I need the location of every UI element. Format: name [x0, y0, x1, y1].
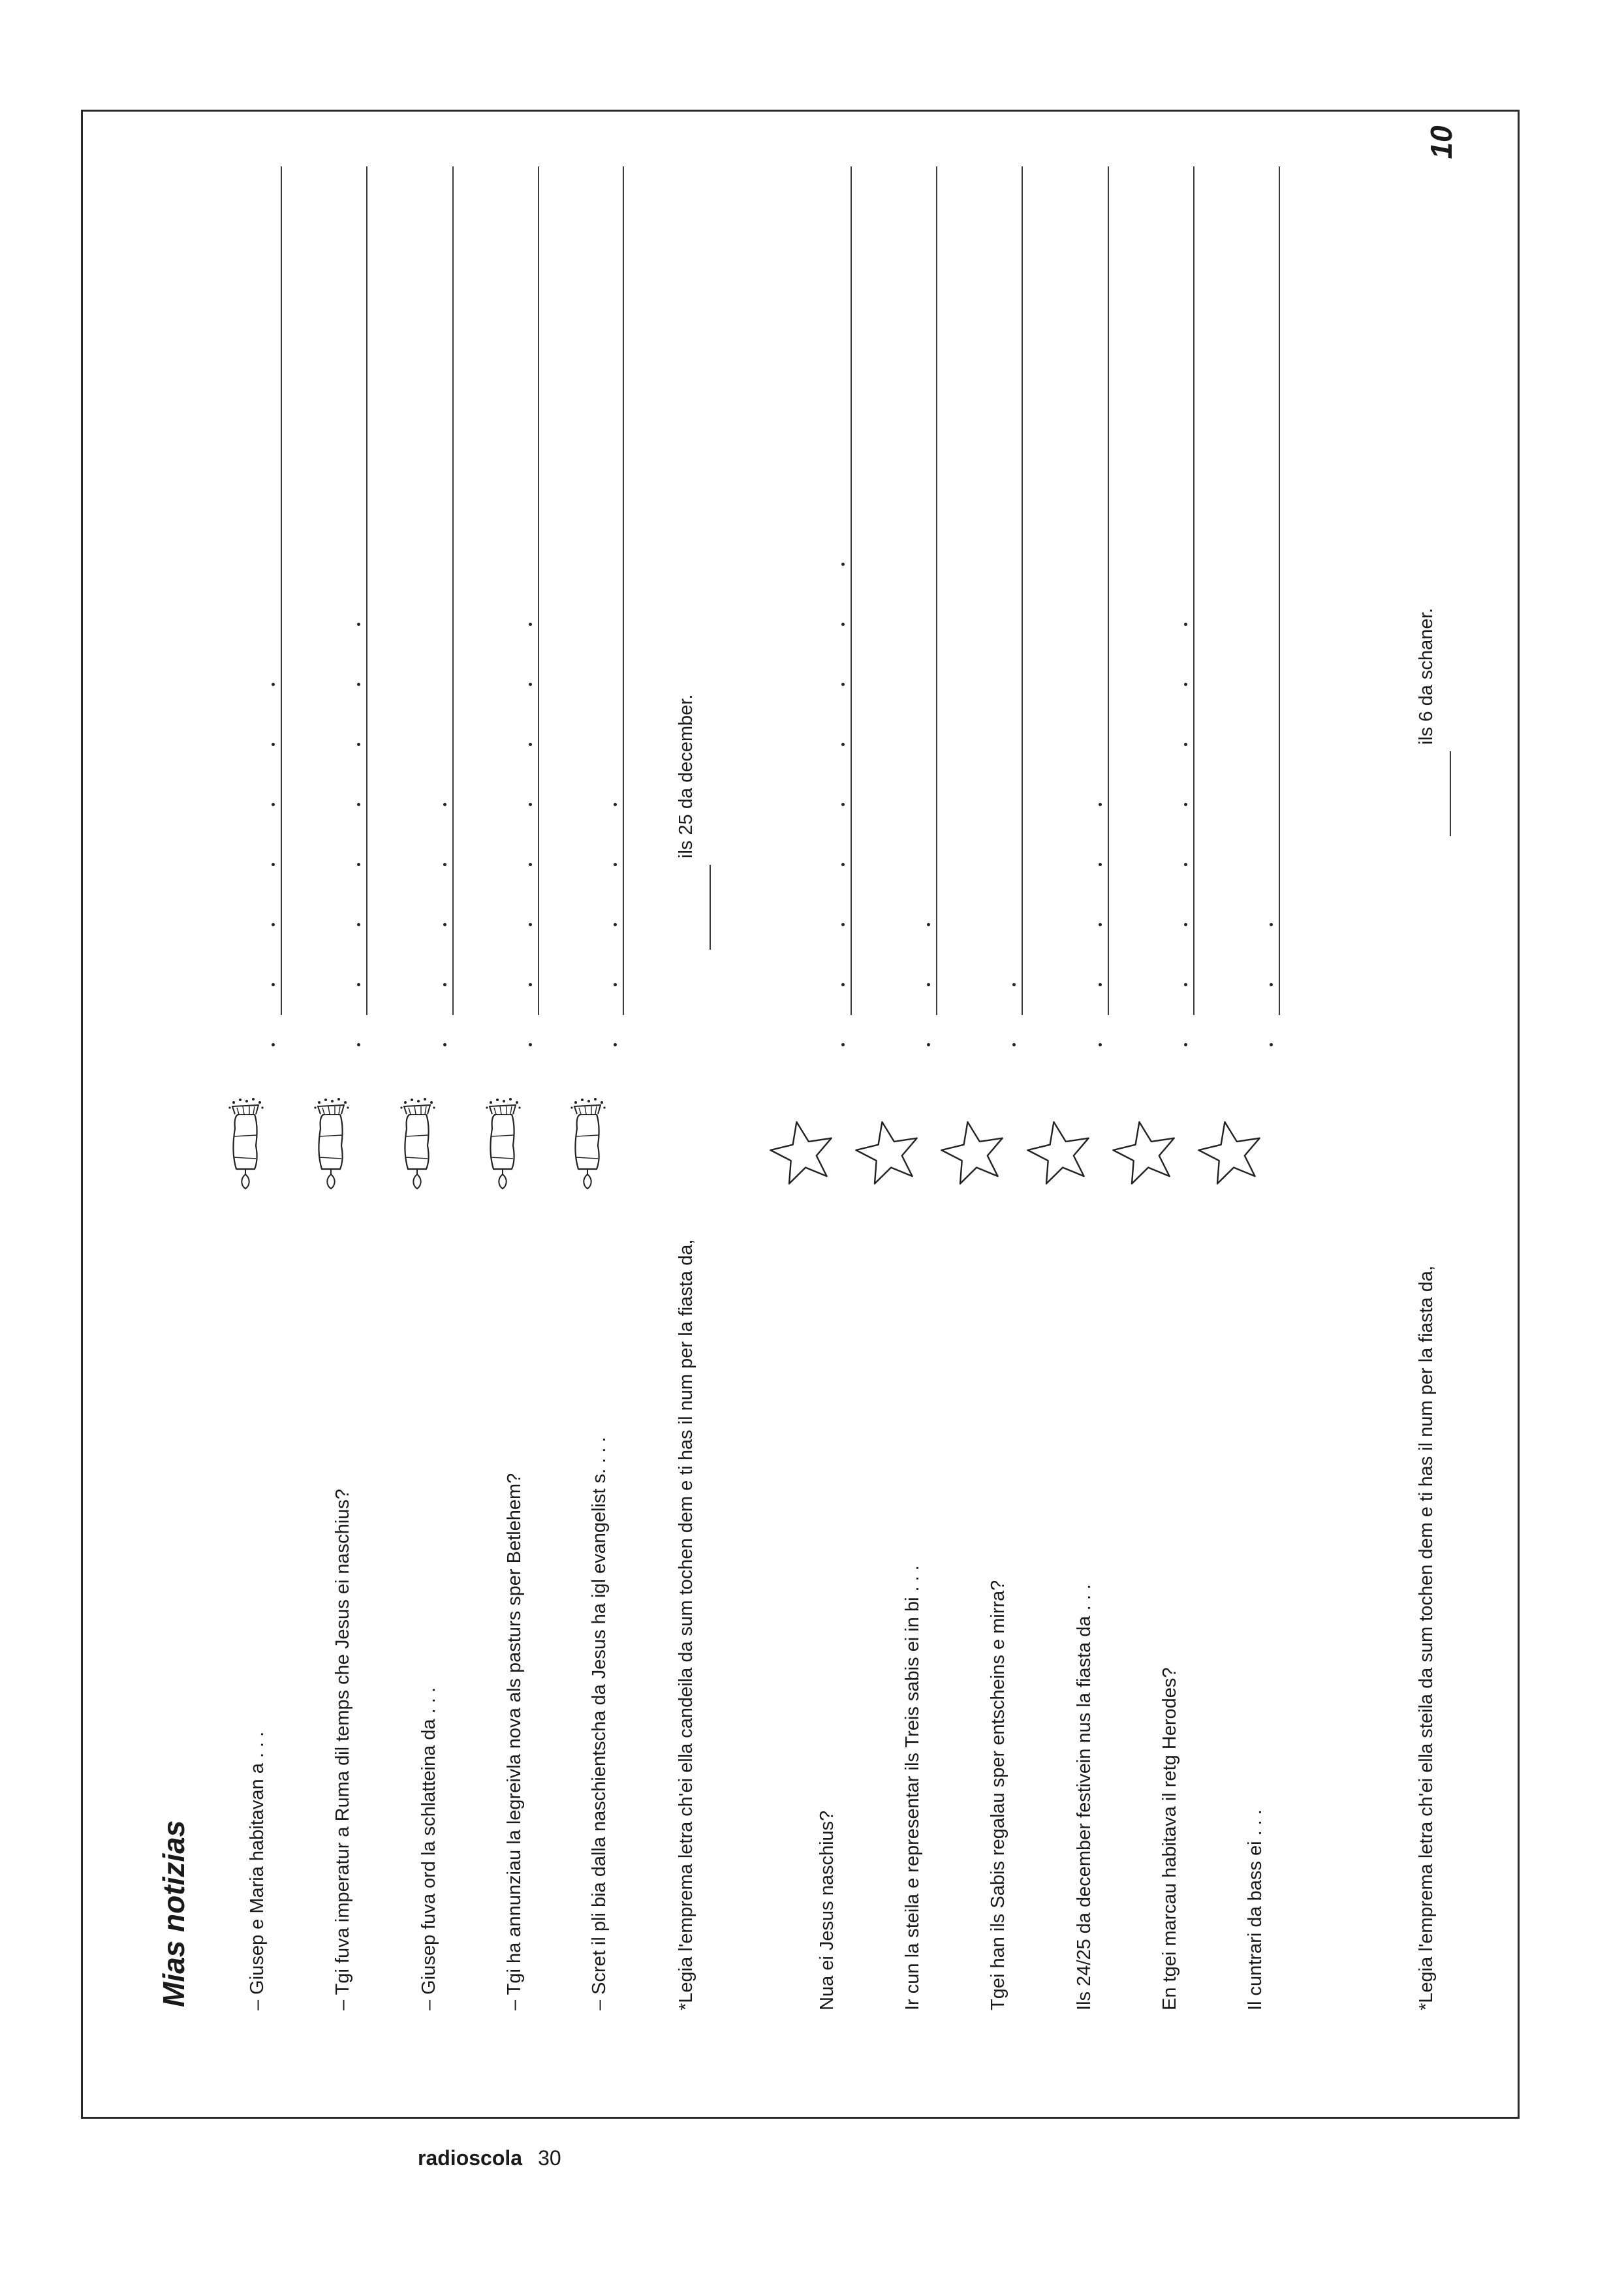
letter-dot [443, 863, 446, 866]
letter-dot [529, 923, 532, 926]
page-number: 10 [1424, 125, 1458, 159]
letter-dot [614, 923, 617, 926]
question-text: Nua ei Jesus naschius? [817, 1810, 837, 2010]
letter-dot [272, 863, 275, 866]
letter-dot [1099, 1043, 1102, 1046]
letter-dot [614, 983, 617, 986]
letter-dot [841, 1043, 845, 1046]
feast-name-line[interactable] [1450, 751, 1451, 836]
letter-dot [443, 923, 446, 926]
worksheet-title: Mias notizias [157, 1820, 191, 2007]
letter-dot [443, 983, 446, 986]
feast-name-line[interactable] [710, 865, 711, 950]
star-icon [1024, 1118, 1099, 1190]
letter-dot [1184, 803, 1187, 806]
letter-dot [1270, 1043, 1273, 1046]
letter-dot [841, 623, 845, 626]
letter-dot [272, 1043, 275, 1046]
answer-line[interactable] [1022, 166, 1023, 1015]
letter-dot [1184, 863, 1187, 866]
candle-icon [398, 1093, 440, 1191]
letter-dot [841, 563, 845, 566]
letter-dot [1184, 923, 1187, 926]
letter-dot [357, 623, 360, 626]
candle-icon [483, 1093, 525, 1191]
answer-line[interactable] [851, 166, 852, 1015]
letter-dot [529, 743, 532, 746]
letter-dot [272, 983, 275, 986]
answer-line[interactable] [538, 166, 539, 1015]
letter-dot [614, 803, 617, 806]
letter-slot-dots [927, 459, 933, 1046]
letter-dot [1012, 983, 1016, 986]
letter-slot-dots [614, 459, 620, 1046]
letter-dot [272, 803, 275, 806]
letter-slot-dots [272, 459, 278, 1046]
worksheet-content [83, 108, 1522, 2117]
letter-slot-dots [1012, 459, 1019, 1046]
letter-dot [357, 923, 360, 926]
question-text: En tgei marcau habitava il retg Herodes? [1159, 1667, 1180, 2010]
answer-line[interactable] [936, 166, 937, 1015]
letter-dot [272, 923, 275, 926]
candle-icon [311, 1093, 354, 1191]
letter-dot [1099, 803, 1102, 806]
letter-dot [841, 863, 845, 866]
letter-dot [841, 683, 845, 686]
question-text: – Tgi fuva imperatur a Ruma dil temps che Jesus ei naschius? [332, 1489, 353, 2010]
publication-name: radioscola [418, 2146, 523, 2170]
letter-dot [357, 983, 360, 986]
letter-slot-dots [443, 459, 450, 1046]
star-icon [852, 1118, 928, 1190]
answer-line[interactable] [366, 166, 367, 1015]
question-text: – Tgi ha annunziau la legreivla nova als pasturs sper Betlehem? [504, 1473, 525, 2010]
candle-icon [568, 1093, 610, 1191]
letter-dot [1184, 683, 1187, 686]
answer-line[interactable] [281, 166, 282, 1015]
letter-dot [529, 1043, 532, 1046]
letter-dot [614, 1043, 617, 1046]
instruction-text: *Legia l'emprema letra ch'ei ella steila da sum tochen dem e ti has il num per la fiasta da, [1416, 1265, 1437, 2010]
letter-dot [443, 1043, 446, 1046]
letter-dot [529, 983, 532, 986]
question-text: – Scret il pli bia dalla naschientscha da Jesus ha igl evangelist s. . . . [589, 1437, 610, 2010]
letter-dot [1270, 923, 1273, 926]
question-text: – Giusep fuva ord la schlatteina da . . . [418, 1687, 439, 2010]
letter-dot [529, 623, 532, 626]
letter-dot [1099, 923, 1102, 926]
star-icon [1110, 1118, 1185, 1190]
letter-slot-dots [1099, 459, 1105, 1046]
letter-dot [1184, 1043, 1187, 1046]
letter-dot [927, 983, 930, 986]
letter-dot [1184, 743, 1187, 746]
letter-slot-dots [841, 459, 848, 1046]
page-footer [418, 2146, 561, 2170]
letter-dot [357, 743, 360, 746]
letter-dot [1012, 1043, 1016, 1046]
letter-dot [841, 983, 845, 986]
letter-dot [927, 1043, 930, 1046]
letter-slot-dots [1270, 459, 1276, 1046]
letter-dot [272, 743, 275, 746]
star-icon [938, 1118, 1013, 1190]
letter-dot [357, 863, 360, 866]
star-icon [767, 1118, 842, 1190]
question-text: Il cuntrari da bass ei . . . [1245, 1809, 1266, 2010]
footer-page-number: 30 [538, 2146, 561, 2170]
letter-dot [1099, 863, 1102, 866]
answer-line[interactable] [1108, 166, 1109, 1015]
letter-dot [927, 923, 930, 926]
letter-dot [529, 683, 532, 686]
letter-dot [529, 803, 532, 806]
letter-dot [357, 803, 360, 806]
letter-dot [529, 863, 532, 866]
letter-dot [357, 1043, 360, 1046]
letter-slot-dots [529, 459, 535, 1046]
letter-dot [443, 803, 446, 806]
letter-dot [1270, 983, 1273, 986]
answer-line[interactable] [452, 166, 454, 1015]
letter-dot [841, 743, 845, 746]
answer-line[interactable] [1193, 166, 1195, 1015]
letter-dot [357, 683, 360, 686]
question-text: Ir cun la steila e representar ils Treis sabis ei in bi . . . [902, 1565, 923, 2010]
answer-line[interactable] [1279, 166, 1280, 1015]
question-text: Ils 24/25 da december festivein nus la fiasta da . . . [1074, 1584, 1095, 2010]
question-text: Tgei han ils Sabis regalau sper entscheins e mirra? [988, 1580, 1008, 2010]
letter-dot [1184, 623, 1187, 626]
candle-icon [226, 1093, 268, 1191]
letter-dot [1184, 983, 1187, 986]
star-icon [1195, 1118, 1270, 1190]
letter-dot [1099, 983, 1102, 986]
feast-date-text: ils 6 da schaner. [1416, 608, 1437, 745]
letter-dot [272, 683, 275, 686]
letter-slot-dots [357, 459, 364, 1046]
instruction-text: *Legia l'emprema letra ch'ei ella candeila da sum tochen dem e ti has il num per la fiasta da, [676, 1239, 696, 2010]
feast-date-text: ils 25 da december. [676, 694, 696, 858]
letter-dot [841, 803, 845, 806]
letter-dot [614, 863, 617, 866]
question-text: – Giusep e Maria habitavan a . . . [247, 1731, 268, 2010]
letter-dot [841, 923, 845, 926]
answer-line[interactable] [623, 166, 624, 1015]
letter-slot-dots [1184, 459, 1191, 1046]
